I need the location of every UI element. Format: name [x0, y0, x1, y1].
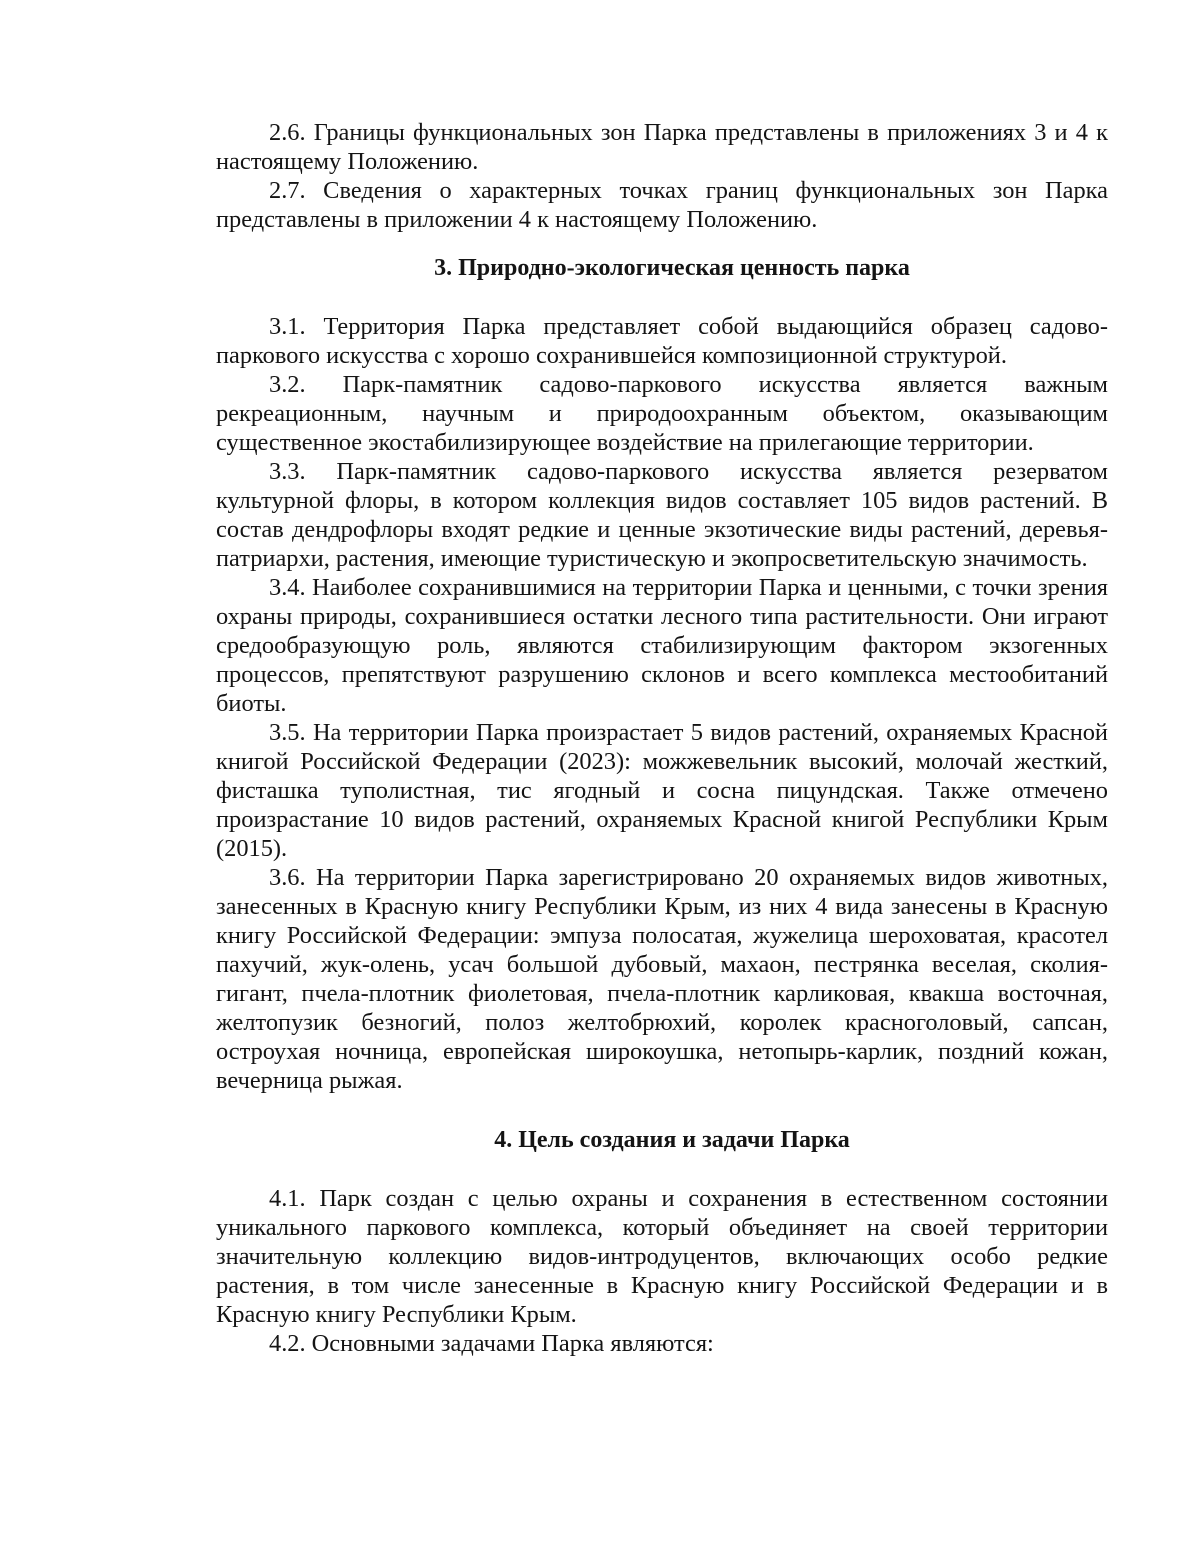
- paragraph-4-2: 4.2. Основными задачами Парка являются:: [269, 1330, 714, 1357]
- paragraph-3-1: 3.1. Территория Парка представляет собой выдающийся образец садово-паркового искусства с хорошо сохранившейся композиционной структурой.: [216, 313, 1108, 369]
- paragraph-3-6: 3.6. На территории Парка зарегистрировано 20 охраняемых видов животных, занесенных в Красную книгу Республики Крым, из них 4 вида занесены в Красную книгу Российской Федерации: эмпуза полосатая, жужелица шероховатая, красотел пахучий, жук-олень, усач большой дубовый, махаон, пестрянка веселая, сколия-гигант, пчела-плотник фиолетовая, пчела-плотник карликовая, квакша восточная, желтопузик безногий, полоз желтобрюхий, королек красноголовый, сапсан, остроухая ночница, европейская широкоушка, нетопырь-карлик, поздний кожан, вечерница рыжая.: [216, 864, 1108, 1094]
- paragraph-2-6: 2.6. Границы функциональных зон Парка представлены в приложениях 3 и 4 к настоящему Положению.: [216, 119, 1108, 175]
- section-4-heading: 4. Цель создания и задачи Парка: [494, 1127, 850, 1153]
- paragraph-2-7: 2.7. Сведения о характерных точках границ функциональных зон Парка представлены в приложении 4 к настоящему Положению.: [216, 177, 1108, 233]
- paragraph-3-4: 3.4. Наиболее сохранившимися на территории Парка и ценными, с точки зрения охраны природы, сохранившиеся остатки лесного типа растительности. Они играют средообразующую роль, являются стабилизирующим фактором экзогенных процессов, препятствуют разрушению склонов и всего комплекса местообитаний биоты.: [216, 574, 1108, 717]
- paragraph-3-2: 3.2. Парк-памятник садово-паркового искусства является важным рекреационным, научным и природоохранным объектом, оказывающим существенное экостабилизирующее воздействие на прилегающие территории.: [216, 371, 1108, 456]
- paragraph-4-1: 4.1. Парк создан с целью охраны и сохранения в естественном состоянии уникального паркового комплекса, который объединяет на своей территории значительную коллекцию видов-интродуцентов, включающих особо редкие растения, в том числе занесенные в Красную книгу Российской Федерации и в Красную книгу Республики Крым.: [216, 1185, 1108, 1328]
- paragraph-3-3: 3.3. Парк-памятник садово-паркового искусства является резерватом культурной флоры, в котором коллекция видов составляет 105 видов растений. В состав дендрофлоры входят редкие и ценные экзотические виды растений, деревья-патриархи, растения, имеющие туристическую и экопросветительскую значимость.: [216, 458, 1108, 572]
- paragraph-3-5: 3.5. На территории Парка произрастает 5 видов растений, охраняемых Красной книгой Российской Федерации (2023): можжевельник высокий, молочай жесткий, фисташка туполистная, тис ягодный и сосна пицундская. Также отмечено произрастание 10 видов растений, охраняемых Красной книгой Республики Крым (2015).: [216, 719, 1108, 862]
- section-3-heading: 3. Природно-экологическая ценность парка: [434, 255, 910, 281]
- document-page: [216, 118, 1108, 1358]
